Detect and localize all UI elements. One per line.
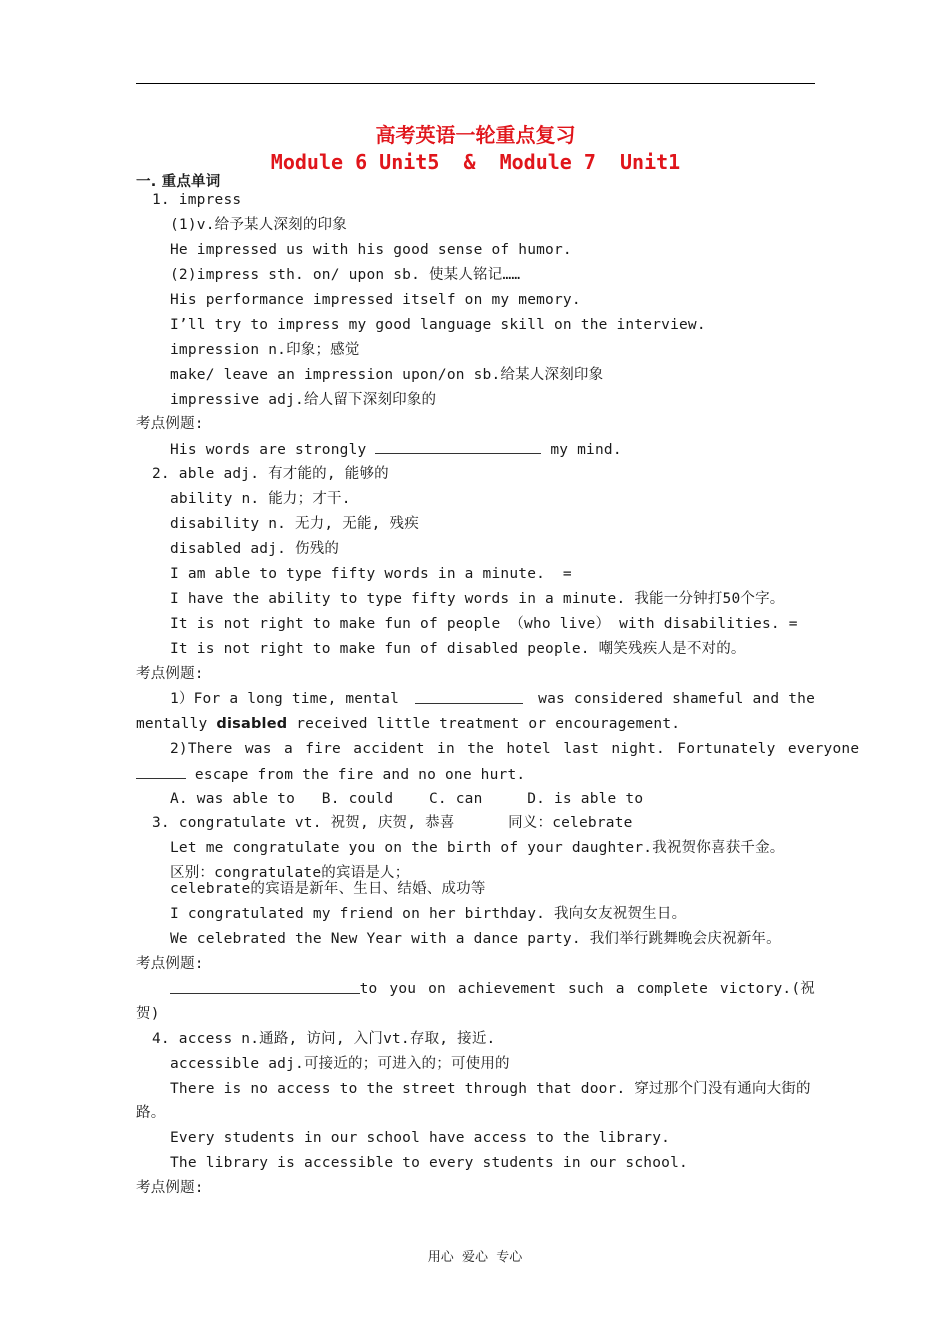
example-sentence: There is no access to the street through that door. 穿过那个门没有通向大街的: [170, 1081, 811, 1097]
exercise-heading: 考点例题:: [136, 956, 204, 972]
exercise-text: His words are strongly: [170, 442, 376, 458]
text-line: impression n.印象；感觉: [170, 342, 360, 358]
exercise-line: [170, 439, 815, 460]
example-sentence: His performance impressed itself on my memory.: [170, 292, 581, 308]
example-sentence: It is not right to make fun of disabled people. 嘲笑残疾人是不对的。: [170, 641, 746, 657]
text-line: (1)v.给予某人深刻的印象: [170, 217, 347, 233]
item-2-heading: 2. able adj. 有才能的, 能够的: [152, 466, 389, 482]
exercise-line: [170, 979, 815, 999]
example-sentence: I’ll try to impress my good language skill on the interview.: [170, 317, 706, 333]
exercise-text: 1）For a long time, mental: [170, 691, 400, 707]
exercise-heading: 考点例题:: [136, 416, 204, 432]
text-line: accessible adj.可接近的；可进入的；可使用的: [170, 1056, 510, 1072]
text-line: 区别：congratulate的宾语是人；: [170, 865, 410, 881]
example-sentence: We celebrated the New Year with a dance party. 我们举行跳舞晚会庆祝新年。: [170, 931, 781, 947]
exercise-text: my mind.: [541, 442, 622, 458]
exercise-line: [136, 714, 815, 734]
example-sentence: I have the ability to type fifty words in a minute. 我能一分钟打50个字。: [170, 591, 785, 607]
page-title: 高考英语一轮重点复习: [375, 123, 576, 147]
exercise-line: [136, 764, 815, 785]
text-line: disability n. 无力, 无能, 残疾: [170, 516, 419, 532]
answer-blank[interactable]: [375, 439, 541, 454]
page-footer: 用心 爱心 专心: [427, 1250, 523, 1265]
exercise-heading: 考点例题:: [136, 1180, 204, 1196]
text-line: celebrate的宾语是新年、生日、结婚、成功等: [170, 881, 486, 897]
bold-word: disabled: [216, 716, 288, 732]
exercise-text: received little treatment or encouragement.: [287, 716, 681, 732]
example-sentence: Every students in our school have access to the library.: [170, 1130, 671, 1146]
section-heading: 一. 重点单词: [136, 174, 221, 190]
text-line: disabled adj. 伤残的: [170, 541, 340, 557]
item-1-heading: 1. impress: [152, 192, 242, 208]
item-3-heading: 3. congratulate vt. 祝贺, 庆贺, 恭喜 同义：celebrate: [152, 815, 633, 831]
exercise-text: to you on achievement such a complete victory.(祝: [359, 981, 815, 997]
answer-options: A. was able to B. could C. can D. is able to: [170, 791, 644, 807]
exercise-line: 2)There was a fire accident in the hotel last night. Fortunately everyone: [170, 741, 860, 757]
example-sentence: He impressed us with his good sense of humor.: [170, 242, 572, 258]
exercise-line: 贺): [136, 1006, 160, 1022]
header-rule: [136, 83, 815, 84]
exercise-text: escape from the fire and no one hurt.: [186, 767, 526, 783]
example-sentence: 路。: [136, 1105, 166, 1121]
text-line: ability n. 能力；才干.: [170, 491, 351, 507]
example-sentence: It is not right to make fun of people （who live） with disabilities. =: [170, 616, 798, 632]
example-sentence: Let me congratulate you on the birth of your daughter.我祝贺你喜获千金。: [170, 840, 785, 856]
exercise-text: mentally: [136, 716, 217, 732]
item-4-heading: 4. access n.通路, 访问, 入门vt.存取, 接近.: [152, 1031, 496, 1047]
text-line: impressive adj.给人留下深刻印象的: [170, 392, 437, 408]
answer-blank[interactable]: [415, 689, 523, 704]
answer-blank[interactable]: [170, 979, 360, 994]
page-subtitle: Module 6 Unit5 & Module 7 Unit1: [270, 150, 681, 174]
example-sentence: I congratulated my friend on her birthday. 我向女友祝贺生日。: [170, 906, 687, 922]
text-line: (2)impress sth. on/ upon sb. 使某人铭记……: [170, 267, 521, 283]
text-line: make/ leave an impression upon/on sb.给某人深刻印象: [170, 367, 604, 383]
example-sentence: The library is accessible to every students in our school.: [170, 1155, 688, 1171]
exercise-line: [170, 689, 815, 709]
exercise-heading: 考点例题:: [136, 666, 204, 682]
answer-blank[interactable]: [136, 764, 186, 779]
exercise-text: was considered shameful and the: [538, 691, 815, 707]
example-sentence: I am able to type fifty words in a minute. =: [170, 566, 572, 582]
